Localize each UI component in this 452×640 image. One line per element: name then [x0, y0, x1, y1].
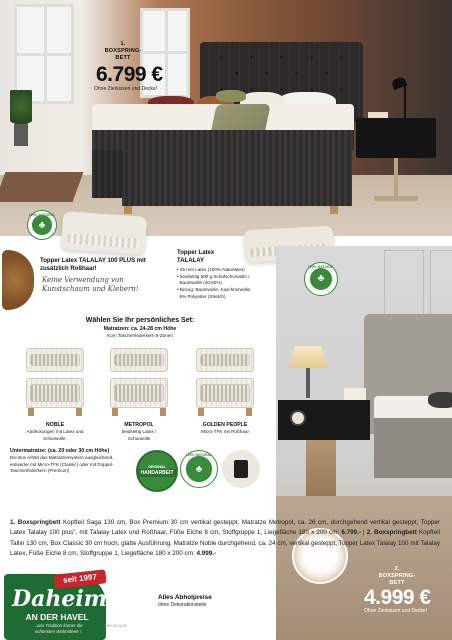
offer2-label: BOXSPRING- BETT: [378, 573, 416, 586]
nightstand-base: [374, 196, 418, 201]
bed-box-2: [374, 418, 452, 478]
logo-sub: AN DER HAVEL: [25, 612, 89, 622]
desc-1-head: 1. Boxspringbett: [10, 519, 61, 526]
desc-2-price: 4.999.-: [196, 550, 217, 558]
base-title: Untermatratze: (ca. 20 oder 30 cm Höhe): [10, 448, 110, 454]
bullet: • Bezug: Baumwolle, Kaschmirwolle,: [177, 286, 252, 292]
nightstand: [356, 118, 436, 158]
bed-mattress-side: [92, 130, 354, 150]
topper-talalay-title: Topper Latex TALALAY: [177, 250, 215, 264]
rug: [0, 172, 83, 202]
bullet: • beidseitig 500 g Schafschurwolle /: [177, 273, 250, 279]
lamp-stand-2: [306, 368, 310, 398]
offer1-price: 6.799 €: [96, 63, 163, 86]
offer2-price: 4.999 €: [364, 586, 431, 609]
natural-badge-1: 100% NATURAL ♣: [27, 210, 57, 240]
choose-subline: Korn Taschenfederkern 5-Zonen: [107, 333, 173, 338]
topper-plus-image: [61, 211, 147, 255]
leaf-icon: ♣: [310, 268, 332, 290]
topper-plus-title: Topper Latex TALALAY 100 PLUS mit zusätzlich Roßhaar!: [40, 258, 146, 272]
horsehair-swatch: [2, 250, 34, 310]
product-description: [10, 518, 440, 560]
mattress-desc: Abdeckungen mit Latex und Schurwolle,: [26, 429, 84, 441]
handarbeit-badge: [136, 450, 178, 492]
pillow-olive: [216, 90, 246, 102]
offer1-number: 1.: [120, 41, 126, 47]
clock: [290, 410, 306, 426]
plant-pot: [14, 124, 28, 146]
natural-badge-3: 100% NATURAL ♣: [180, 450, 218, 488]
mattress-noble-image: [24, 348, 86, 418]
thread-spool-icon: [234, 460, 248, 478]
bullet: Baumwolle (40:60%): [177, 280, 222, 286]
bullet: 5% Polyester (Stretch): [177, 293, 226, 299]
logo-since: seit 1997: [53, 569, 106, 588]
choose-title: Wählen Sie Ihr persönliches Set:: [85, 317, 195, 324]
pillow-dark: [428, 392, 452, 408]
natural-badge-2: 100% NATURAL ♣: [304, 262, 338, 296]
daheim-logo: [4, 574, 106, 640]
choose-subtitle: Matratzen: ca. 24-28 cm Höhe: [103, 326, 177, 332]
bedroom-photo-2: [276, 246, 452, 640]
books: [344, 388, 366, 400]
lamp-shade-2: [288, 346, 328, 368]
handarbeit-ring: ORIGINAL: [148, 465, 166, 469]
handarbeit-label: HANDARBEIT: [140, 470, 174, 476]
window-left: [14, 4, 74, 104]
offer1-label: BOXSPRING- BETT: [104, 48, 142, 61]
bedroom-photo-1: [0, 0, 452, 236]
offer1-note: Ohne Zierkissen und Decke!: [94, 86, 158, 92]
bed-box: [122, 150, 352, 206]
mattress-name: GOLDEN PEOPLE: [202, 422, 248, 428]
logo-tagline: ...aus Tradition immer die schönsten Wohnideen !: [33, 623, 83, 634]
mattress-golden-people-image: [194, 348, 256, 418]
mattress-name: NOBLE: [45, 422, 65, 428]
mattress-metropol-image: [108, 348, 170, 418]
bed-box-side: [92, 150, 124, 198]
logo-name: Daheim: [12, 586, 107, 612]
topper-plus-note: Keine Verwendung von Kunstschaum und Klebern!: [42, 276, 139, 293]
nightstand-leg: [394, 158, 398, 198]
desc-1-price: 6.799.-: [341, 529, 361, 537]
offer2-note: Ohne Zierkissen und Decke!: [364, 608, 428, 614]
sewing-badge: [222, 450, 260, 488]
leaf-icon: ♣: [32, 215, 52, 235]
pickup-sub: ohne Dekorationsteile: [158, 602, 207, 608]
tray: [368, 112, 388, 118]
mattress-desc: Micro-TFK mit Roßhaar: [201, 429, 249, 434]
base-text: Die Box erhält das Matratzensystem ausgleichend, entweder mit Micro-TFK (Classic) oder mit Doppel- Taschenfederkern (Premium): [10, 455, 114, 474]
desc-1-text: Kopfteil Saga 130 cm, Box Premium 30 cm vertikal gesteppt, Matratze Metropol, ca. 26 cm, durchgehend vertikal gesteppt, Topper Latex Talalay 100 plus", mit Talalay Latex und Roßhaar, Füße Eiche 8 cm, Stoffgruppe 1, Liegefläche 180 x 200 cm:: [10, 519, 440, 537]
desc-separator: |: [360, 529, 367, 537]
leaf-icon: ♣: [186, 456, 211, 481]
catalog-code: ©DH 05.21.23: [104, 624, 127, 628]
offer2-number: 2.: [394, 566, 400, 572]
mattress-name: METROPOL: [124, 422, 154, 428]
bed-foot: [124, 206, 132, 214]
bullet: • 45 mm Latex (100% Naturlatex): [177, 267, 245, 272]
mattress-desc: beidseitig Latex / Schurwolle: [121, 429, 157, 441]
topper-talalay-bullets: [177, 267, 277, 300]
desc-2-head: 2. Boxspringbett: [366, 529, 417, 537]
bed-foot: [330, 206, 338, 214]
pickup-note: Alles Abholpreise: [158, 594, 212, 601]
desc-2-text: Kopfteil Tallin 130 cm, Box Classic 30 cm hoch, glatte Ausführung, Matratze Noble durchgehend, ca. 24 cm, vertikal gesteppt, Topper Latex Talalay 100 mit Talalay Latex, Füße Eiche 8 cm, Stoffgruppe 1, Liegefläche 180 x 200 cm:: [10, 529, 440, 558]
